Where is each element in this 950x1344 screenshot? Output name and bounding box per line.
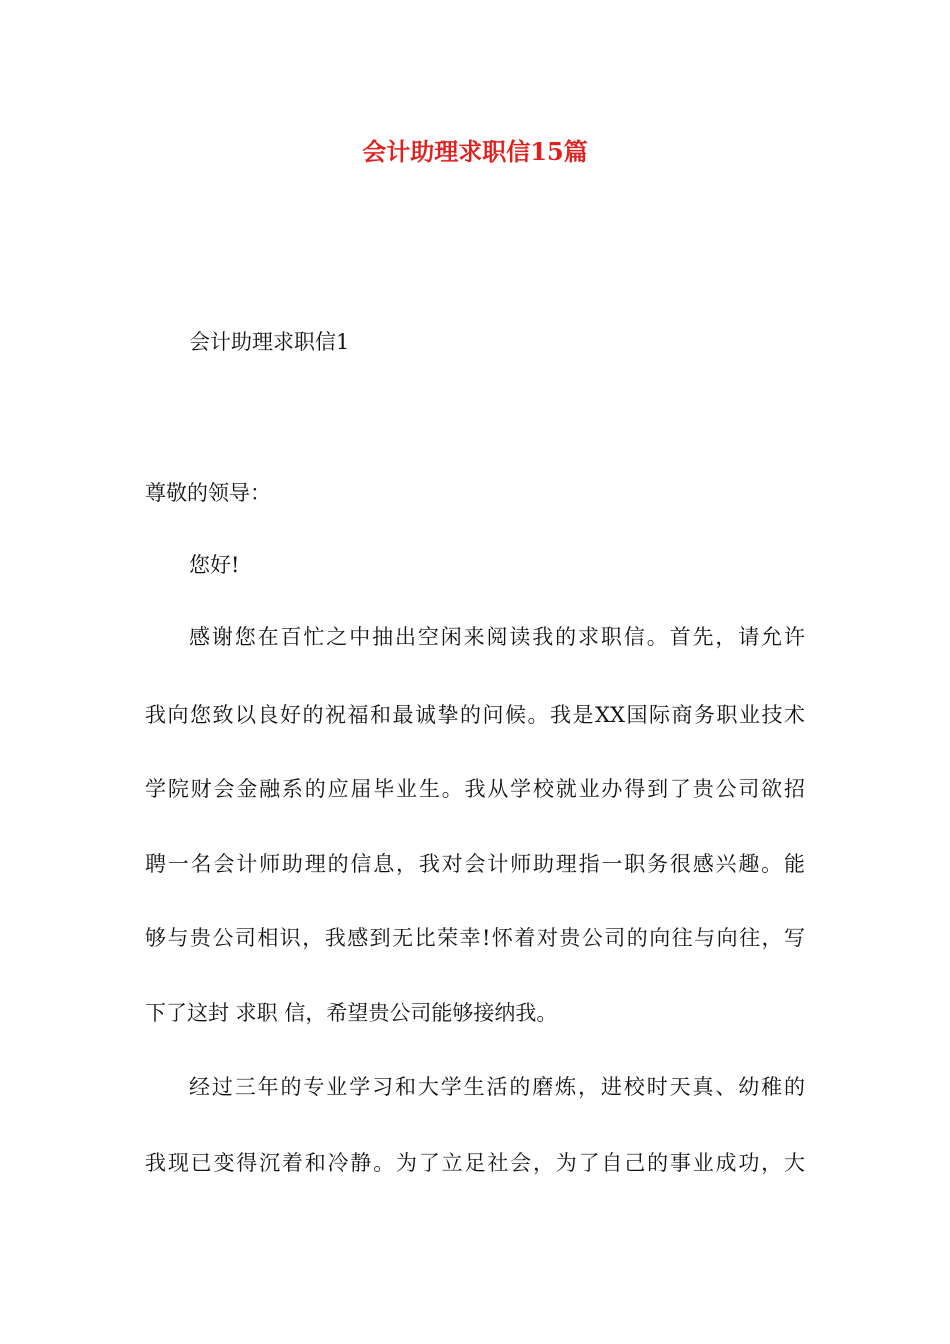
salutation: 尊敬的领导：: [145, 481, 271, 505]
paragraph-line: 聘一名会计师助理的信息，我对会计师助理指一职务很感兴趣。能: [145, 852, 805, 876]
paragraph-line: 学院财会金融系的应届毕业生。我从学校就业办得到了贵公司欲招: [145, 777, 805, 801]
paragraph-line: 下了这封 求职 信，希望贵公司能够接纳我。: [145, 1001, 558, 1025]
document-title: 会计助理求职信15篇: [362, 137, 588, 166]
paragraph-line: 我向您致以良好的祝福和最诚挚的问候。我是XX国际商务职业技术: [145, 703, 805, 727]
paragraph-line: 我现已变得沉着和冷静。为了立足社会，为了自己的事业成功，大: [145, 1151, 805, 1175]
section-heading: 会计助理求职信1: [189, 330, 350, 354]
paragraph-line: 经过三年的专业学习和大学生活的磨炼，进校时天真、幼稚的: [189, 1075, 805, 1099]
paragraph-line: 够与贵公司相识，我感到无比荣幸!怀着对贵公司的向往与向往，写: [145, 926, 805, 950]
greeting: 您好!: [189, 553, 240, 577]
paragraph-line: 感谢您在百忙之中抽出空闲来阅读我的求职信。首先，请允许: [189, 625, 805, 649]
